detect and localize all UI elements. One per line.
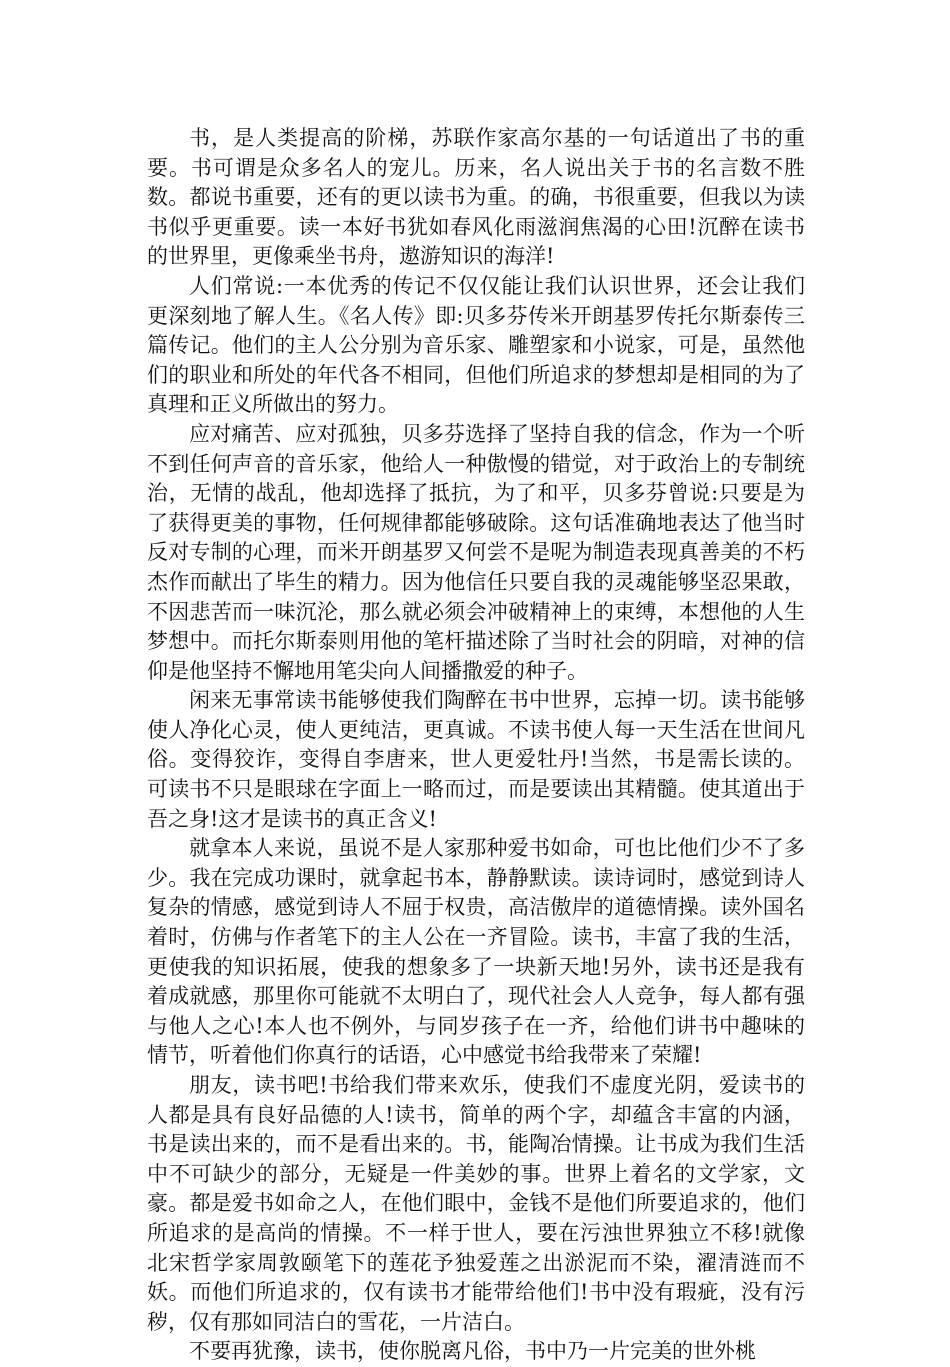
paragraph: 就拿本人来说，虽说不是人家那种爱书如命，可也比他们少不了多少。我在完成功课时，就拿起书本，静静默读。读诗词时，感觉到诗人复杂的情感，感觉到诗人不屈于权贵，高洁傲岸的道德情操。读外国名着时，仿佛与作者笔下的主人公在一齐冒险。读书，丰富了我的生活，更使我的知识拓展，使我的想象多了一块新天地!另外，读书还是我有着成就感，那里你可能就不太明白了，现代社会人人竞争，每人都有强与他人之心!本人也不例外，与同岁孩子在一齐，给他们讲书中趣味的情节，听着他们你真行的话语，心中感觉书给我带来了荣耀!	[147, 836, 805, 1068]
paragraph: 人们常说:一本优秀的传记不仅仅能让我们认识世界，还会让我们更深刻地了解人生。《名人传》即:贝多芬传米开朗基罗传托尔斯泰传三篇传记。他们的主人公分别为音乐家、雕塑家和小说家，可是，虽然他们的职业和所处的年代各不相同，但他们所追求的梦想却是相同的为了真理和正义所做出的努力。	[147, 273, 805, 417]
document-body	[147, 124, 805, 1367]
paragraph: 书，是人类提高的阶梯，苏联作家高尔基的一句话道出了书的重要。书可谓是众多名人的宠儿。历来，名人说出关于书的名言数不胜数。都说书重要，还有的更以读书为重。的确，书很重要，但我以为读书似乎更重要。读一本好书犹如春风化雨滋润焦渴的心田!沉醉在读书的世界里，更像乘坐书舟，遨游知识的海洋!	[147, 126, 805, 269]
paragraph: 闲来无事常读书能够使我们陶醉在书中世界，忘掉一切。读书能够使人净化心灵，使人更纯洁，更真诚。不读书使人每一天生活在世间凡俗。变得狡诈，变得自李唐来，世人更爱牡丹!当然，书是需长读的。可读书不只是眼球在字面上一略而过，而是要读出其精髓。使其道出于吾之身!这才是读书的真正含义!	[147, 688, 805, 831]
paragraph: 不要再犹豫，读书，使你脱离凡俗，书中乃一片完美的世外桃	[189, 1339, 756, 1364]
paragraph: 朋友，读书吧!书给我们带来欢乐，使我们不虚度光阴，爱读书的人都是具有良好品德的人!读书，简单的两个字，却蕴含丰富的内涵，书是读出来的，而不是看出来的。书，能陶冶情操。让书成为我们生活中不可缺少的部分，无疑是一件美妙的事。世界上着名的文学家，文豪。都是爱书如命之人，在他们眼中，金钱不是他们所要追求的，他们所追求的是高尚的情操。不一样于世人，要在污浊世界独立不移!就像北宋哲学家周敦颐笔下的莲花予独爱莲之出淤泥而不染，濯清涟而不妖。而他们所追求的，仅有读书才能带给他们!书中没有瑕疵，没有污秽，仅有那如同洁白的雪花，一片洁白。	[147, 1073, 805, 1334]
paragraph: 应对痛苦、应对孤独，贝多芬选择了坚持自我的信念，作为一个听不到任何声音的音乐家，他给人一种傲慢的错觉，对于政治上的专制统治，无情的战乱，他却选择了抵抗，为了和平，贝多芬曾说:只要是为了获得更美的事物，任何规律都能够破除。这句话准确地表达了他当时反对专制的心理，而米开朗基罗又何尝不是呢为制造表现真善美的不朽杰作而献出了毕生的精力。因为他信任只要自我的灵魂能够坚忍果敢，不因悲苦而一味沉沦，那么就必须会冲破精神上的束缚，本想他的人生梦想中。而托尔斯泰则用他的笔杆描述除了当时社会的阴暗，对神的信仰是他坚持不懈地用笔尖向人间播撒爱的种子。	[147, 421, 805, 683]
